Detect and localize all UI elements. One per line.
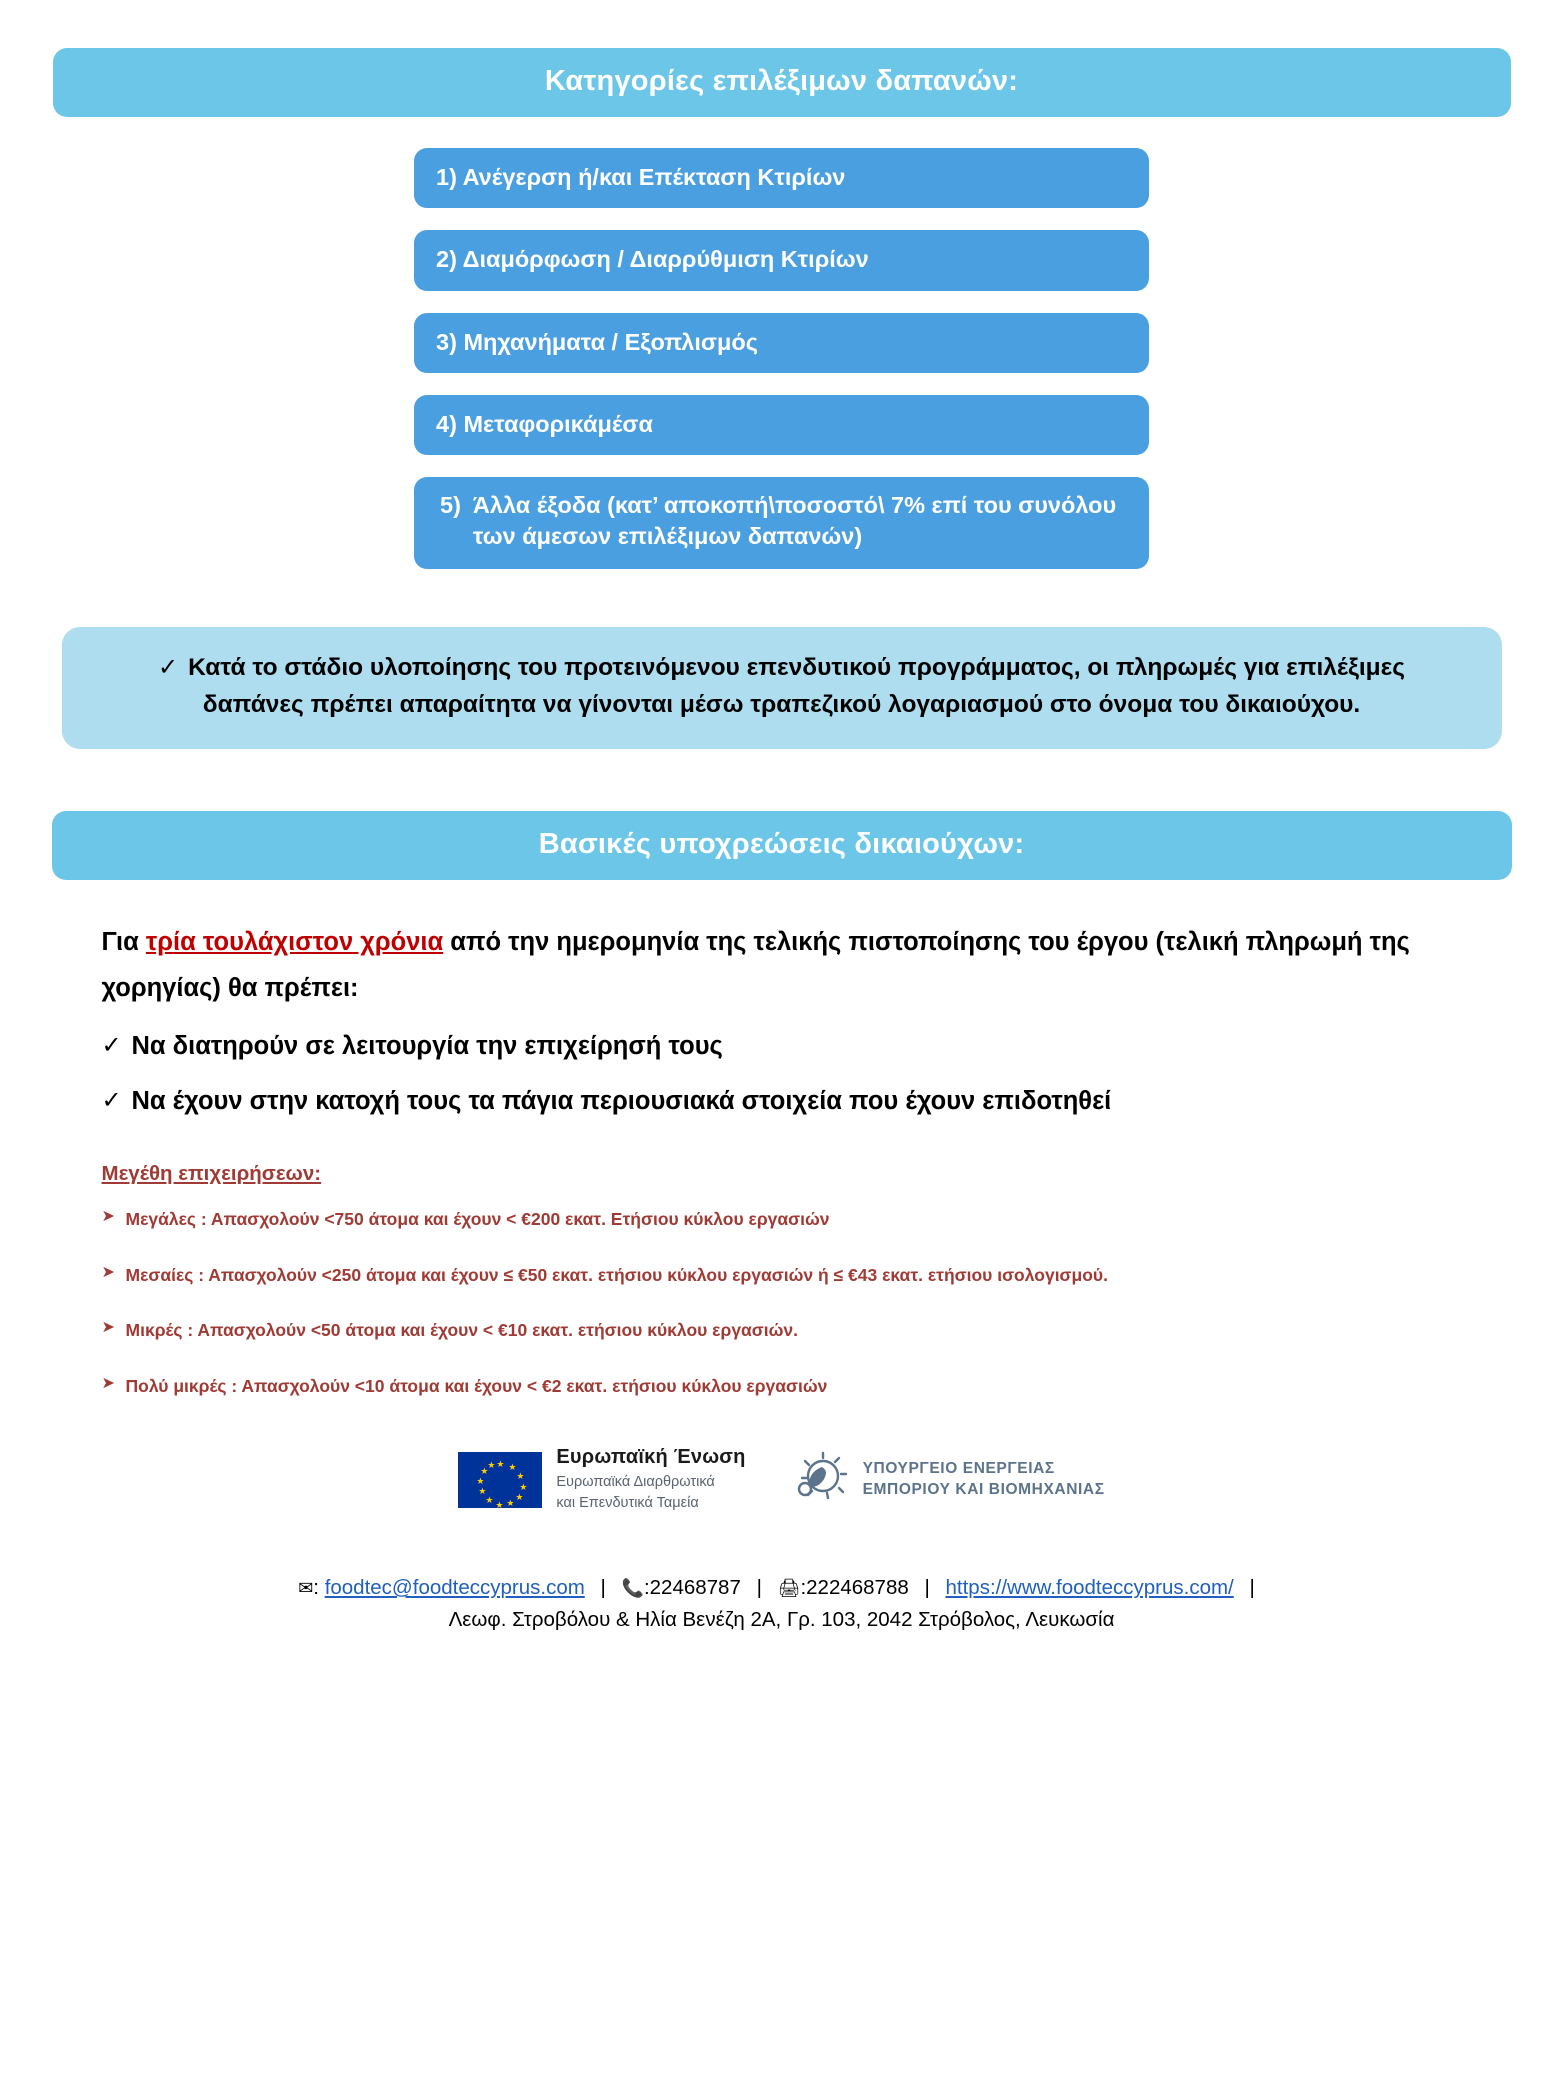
separator: | [924,1576,930,1600]
separator: | [600,1576,606,1600]
item-label: Μηχανήματα / Εξοπλισμός [463,328,758,355]
enterprise-sizes-title: Μεγέθη επιχειρήσεων: [101,1161,322,1185]
email-link[interactable]: foodtec@foodteccyprus.com [324,1576,585,1600]
phone-icon: 📞 [621,1578,644,1599]
logos-row [0,1446,1563,1513]
lead-highlight: τρία τουλάχιστον χρόνια [145,928,444,957]
item-label: Άλλα έξοδα (κατ’ αποκοπή\ποσοστό\ 7% επί του συνόλου των άμεσων επιλέξιμων δαπανών) [472,492,1117,550]
item-label: Διαμόρφωση / Διαρρύθμιση Κτιρίων [462,246,869,273]
section-header-beneficiary-obligations: Βασικές υποχρεώσεις δικαιούχων: [52,811,1512,880]
arrow-bullet-icon: ➤ [101,1375,115,1393]
obligations-lead-paragraph [102,920,1482,1011]
enterprise-size-label: Πολύ μικρές : Απασχολούν <10 άτομα και έχουν < €2 εκατ. ετήσιου κύκλου εργασιών [125,1376,828,1397]
enterprise-size-item [102,1208,1482,1231]
item-number: 2) [436,246,457,273]
ministry-logo-text [863,1459,1105,1500]
obligation-label: Να διατηρούν σε λειτουργία την επιχείρησή τους [131,1031,723,1060]
footer-contact-line [0,1573,1563,1603]
lead-before: Για [101,928,146,957]
lead-after: από την ημερομηνία της τελικής πιστοποίησης του έργου (τελική πληρωμή της χορηγίας) θα πρέπει: [101,928,1410,1002]
eu-title: Ευρωπαϊκή Ένωση [556,1445,746,1468]
expense-category-item [414,313,1149,373]
eu-logo-text [556,1446,745,1513]
enterprise-size-item [102,1375,1482,1398]
obligations-body [82,920,1482,1398]
footer-address: Λεωφ. Στροβόλου & Ηλία Βενέζη 2Α, Γρ. 103, 2042 Στρόβολος, Λευκωσία [448,1607,1115,1631]
check-icon: ✓ [157,653,179,681]
arrow-bullet-icon: ➤ [101,1263,115,1281]
expense-category-item [414,477,1149,569]
phone-number: :22468787 [643,1576,741,1600]
enterprise-size-label: Μεγάλες : Απασχολούν <750 άτομα και έχουν < €200 εκατ. Ετήσιου κύκλου εργασιών [125,1208,830,1229]
callout-text: Κατά το στάδιο υλοποίησης του προτεινόμενου επενδυτικού προγράμματος, οι πληρωμές για επιλέξιμες δαπάνες πρέπει απαραίτητα να γίνονται μέσω τραπεζικού λογαριασμού στο όνομα του δικαιούχου. [188,653,1406,718]
eu-subtitle-line2: και Επενδυτικά Ταμεία [556,1495,699,1512]
eu-flag-icon: ★ ★ ★ ★ ★ ★ ★ ★ ★ ★ ★ ★ [458,1452,542,1508]
footer-contact [0,1573,1563,1634]
item-label: Ανέγερση ή/και Επέκταση Κτιρίων [462,164,846,190]
eu-logo [458,1446,745,1513]
expense-categories-list [414,148,1149,569]
item-number: 5) [440,492,461,518]
item-number: 3) [436,328,457,355]
enterprise-size-item [102,1319,1482,1342]
eu-subtitle-line1: Ευρωπαϊκά Διαρθρωτικά [556,1473,715,1490]
item-number: 1) [436,164,457,190]
obligation-item [102,1027,1482,1067]
separator: | [756,1576,762,1600]
separator: | [1249,1576,1255,1600]
expense-category-item [414,395,1149,455]
obligation-label: Να έχουν στην κατοχή τους τα πάγια περιουσιακά στοιχεία που έχουν επιδοτηθεί [131,1087,1112,1116]
obligation-item [102,1082,1482,1122]
document-page [0,48,1563,2096]
section-header-expense-categories: Κατηγορίες επιλέξιμων δαπανών: [53,48,1511,117]
enterprise-size-label: Μικρές : Απασχολούν <50 άτομα και έχουν < €10 εκατ. ετήσιου κύκλου εργασιών. [125,1320,799,1341]
item-number: 4) [436,410,457,437]
fax-icon: 🖨 [777,1578,801,1599]
check-icon: ✓ [101,1031,122,1059]
fax-number: :222468788 [800,1576,909,1600]
expense-category-item [414,230,1149,290]
enterprise-size-label: Μεσαίες : Απασχολούν <250 άτομα και έχουν ≤ €50 εκατ. ετήσιου κύκλου εργασιών ή ≤ €43 εκατ. ετήσιου ισολογισμού. [125,1264,1108,1285]
website-link[interactable]: https://www.foodteccyprus.com/ [945,1576,1234,1600]
email-icon: ✉ [298,1578,314,1599]
item-label: Μεταφορικάμέσα [463,410,653,437]
enterprise-size-item [102,1264,1482,1287]
enterprise-sizes-block [102,1162,1482,1398]
ministry-line2: ΕΜΠΟΡΙΟΥ ΚΑΙ ΒΙΟΜΗΧΑΝΙΑΣ [862,1480,1105,1498]
arrow-bullet-icon: ➤ [101,1207,115,1225]
gear-leaf-icon [792,1448,850,1511]
expense-category-item [414,148,1149,208]
payment-callout-box [62,627,1502,750]
ministry-line1: ΥΠΟΥΡΓΕΙΟ ΕΝΕΡΓΕΙΑΣ [862,1460,1055,1478]
ministry-logo [792,1448,1105,1511]
check-icon: ✓ [101,1087,122,1115]
arrow-bullet-icon: ➤ [101,1319,115,1337]
email-colon: : [313,1576,319,1600]
